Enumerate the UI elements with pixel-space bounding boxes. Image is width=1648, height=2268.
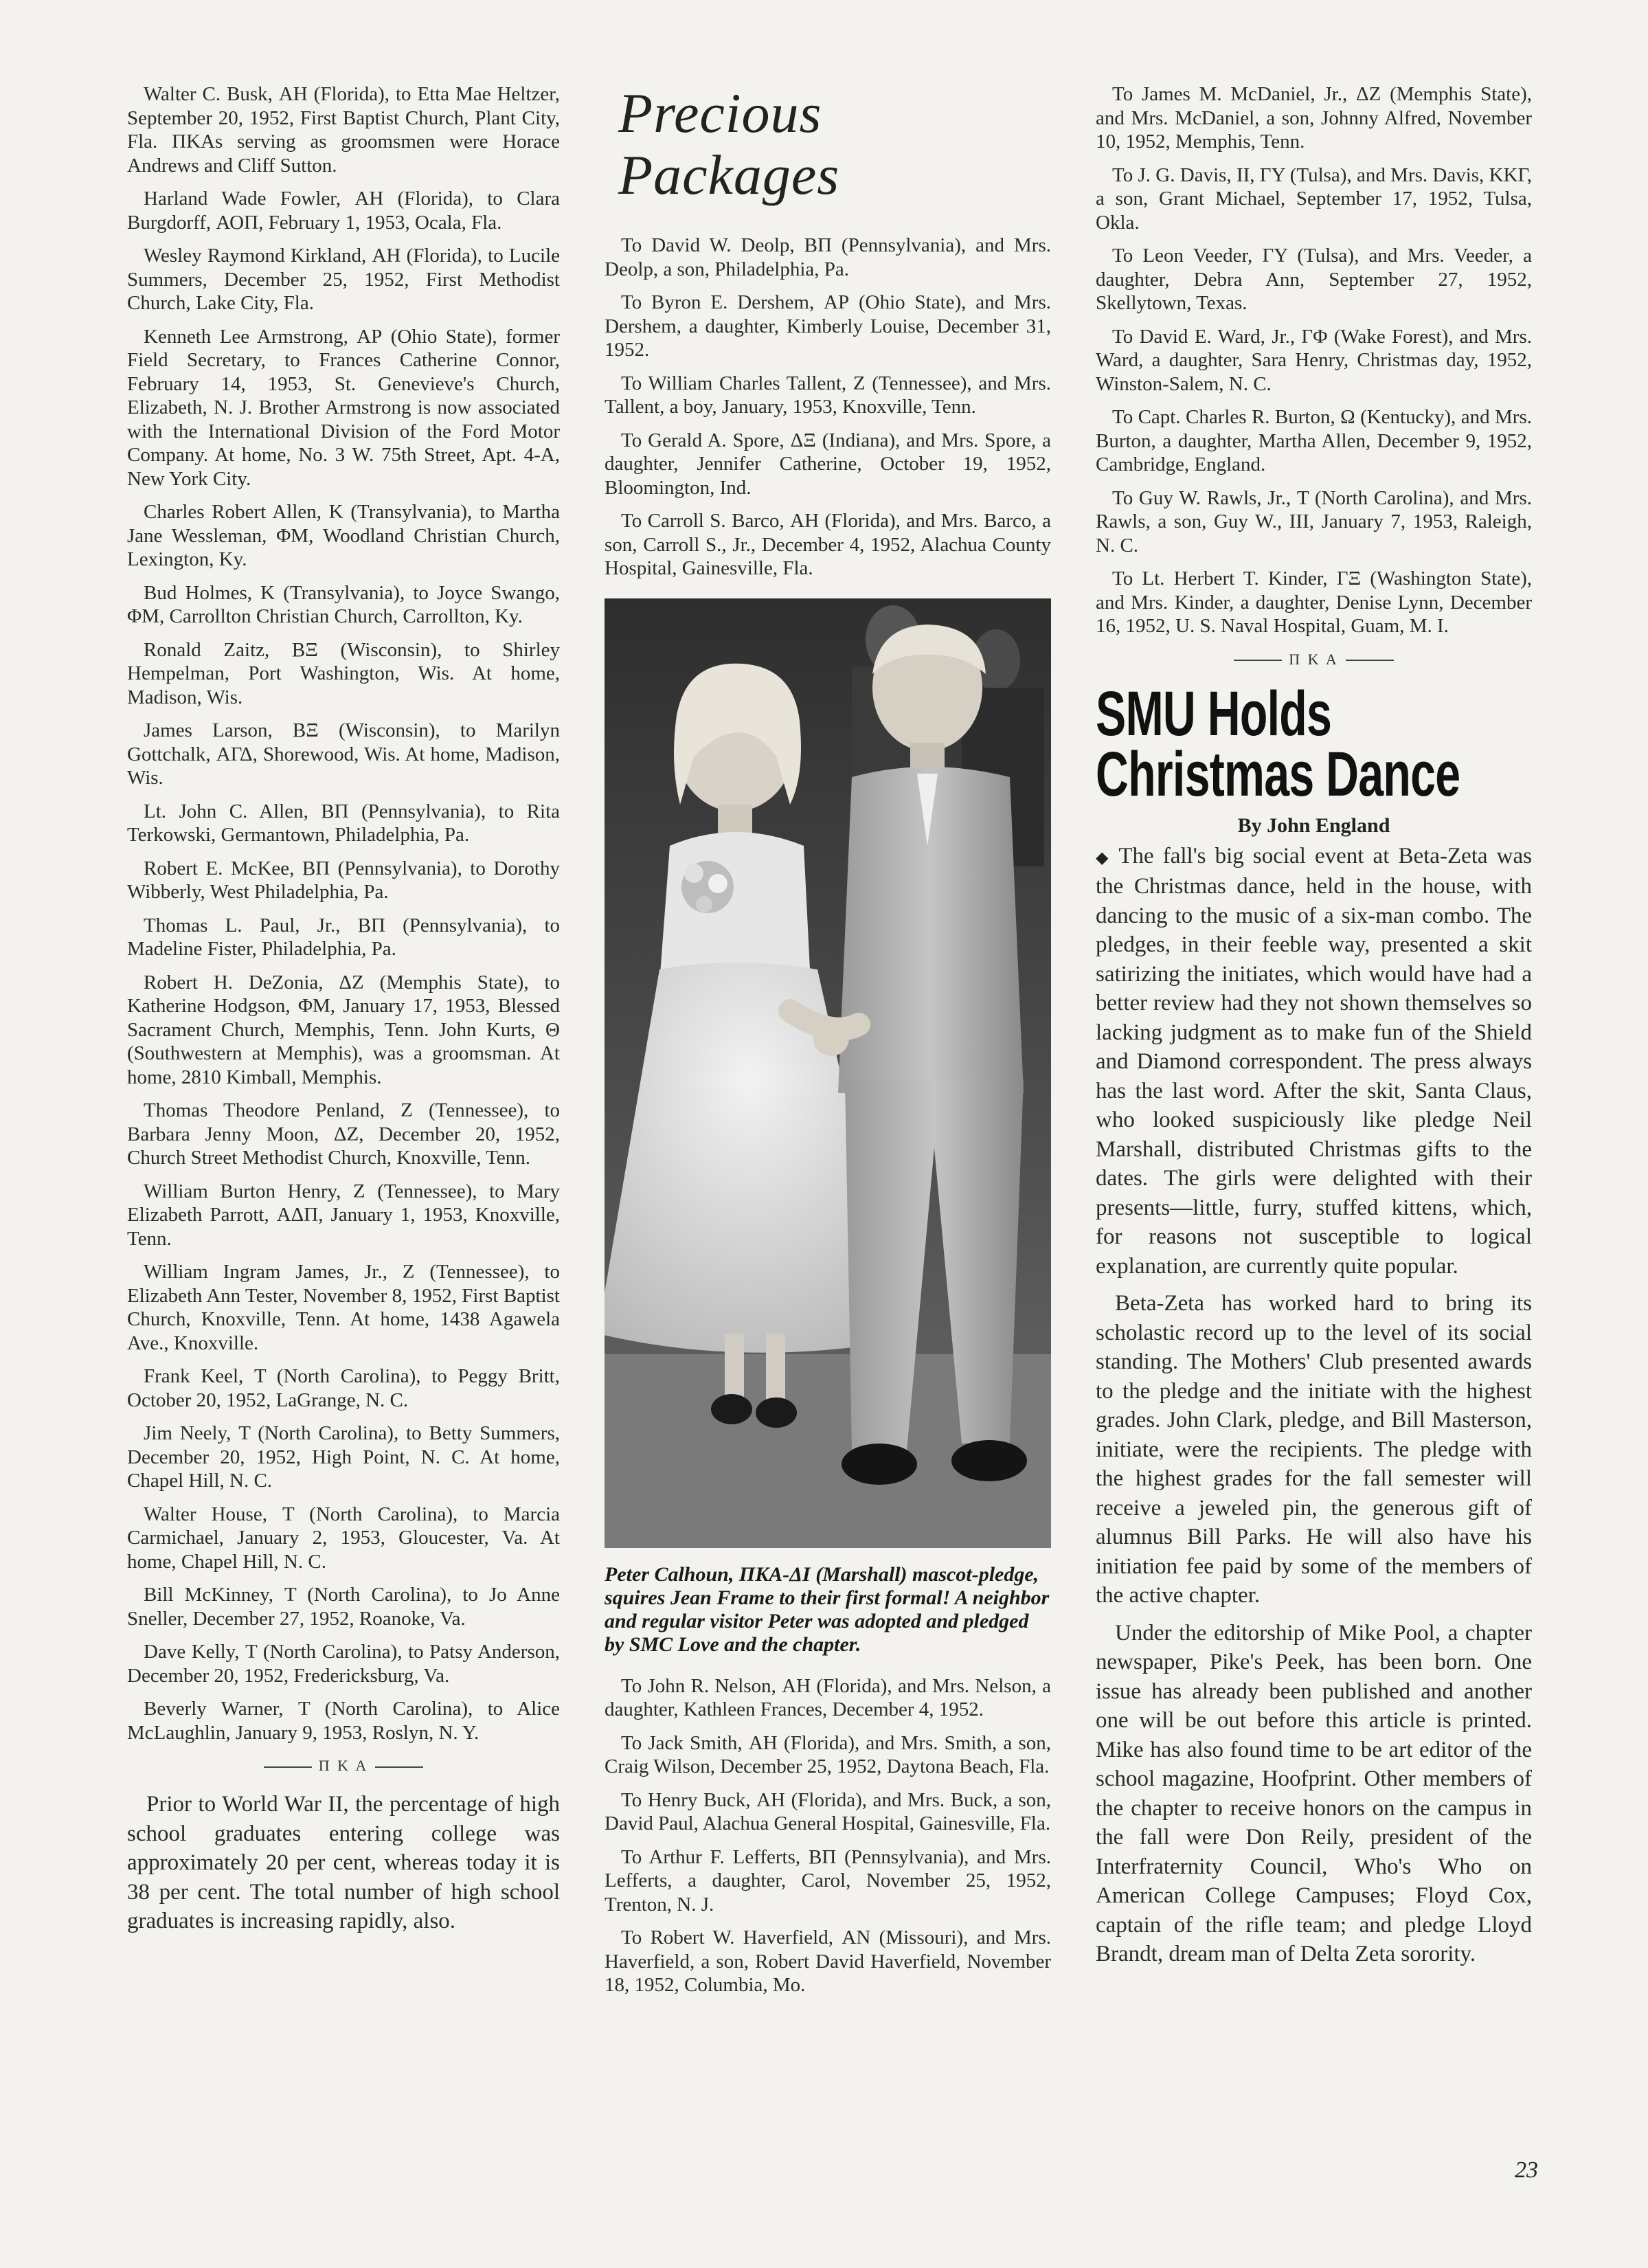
birth-announcement: To Gerald A. Spore, ΔΞ (Indiana), and Mrs. Spore, a daughter, Jennifer Catherine, October 19, 1952, Bloomington, Ind. [605,429,1051,499]
birth-announcement: To David W. Deolp, ΒΠ (Pennsylvania), and Mrs. Deolp, a son, Philadelphia, Pa. [605,234,1051,280]
birth-announcement: To Robert W. Haverfield, ΑΝ (Missouri), and Mrs. Haverfield, a son, Robert David Haverfield, November 18, 1952, Columbia, Mo. [605,1927,1051,1996]
weddings-list [127,82,560,1744]
birth-announcement: To Guy W. Rawls, Jr., Τ (North Carolina), and Mrs. Rawls, a son, Guy W., III, January 7, 1953, Raleigh, N. C. [1096,486,1532,557]
wedding-announcement: Robert E. McKee, ΒΠ (Pennsylvania), to Dorothy Wibberly, West Philadelphia, Pa. [127,857,560,903]
birth-announcement: To William Charles Tallent, Ζ (Tennessee), and Mrs. Tallent, a boy, January, 1953, Knoxville, Tenn. [605,372,1051,418]
births-list-top [605,234,1051,581]
births-list-bottom [605,1674,1051,1997]
wedding-announcement: William Ingram James, Jr., Ζ (Tennessee), to Elizabeth Ann Tester, November 8, 1952, First Baptist Church, Knoxville, Tenn. At home, 1438 Agawela Ave., Knoxville. [127,1261,560,1354]
section-divider-2: Π Κ Α [1096,651,1532,669]
wedding-announcement: Lt. John C. Allen, ΒΠ (Pennsylvania), to Rita Terkowski, Germantown, Philadelphia, Pa. [127,800,560,846]
photo-caption: Peter Calhoun, ΠΚΑ-ΔΙ (Marshall) mascot-pledge, squires Jean Frame to their first formal! A neighbor and regular visitor Peter was adopted and pledged by SMC Love and the chapter. [605,1562,1050,1656]
weddings-column [127,82,560,1944]
birth-announcement: To Jack Smith, ΑΗ (Florida), and Mrs. Smith, a son, Craig Wilson, December 25, 1952, Daytona Beach, Fla. [605,1731,1051,1777]
wedding-announcement: Bud Holmes, Κ (Transylvania), to Joyce Swango, ΦΜ, Carrollton Christian Church, Carrollton, Ky. [127,581,560,627]
births-list-continued [1096,82,1532,638]
wedding-announcement: Jim Neely, Τ (North Carolina), to Betty Summers, December 20, 1952, High Point, N. C. At home, Chapel Hill, N. C. [127,1422,560,1492]
wedding-announcement: Charles Robert Allen, Κ (Transylvania), to Martha Jane Wessleman, ΦΜ, Woodland Christian Church, Lexington, Ky. [127,501,560,570]
dance-photo [605,598,1051,1548]
wedding-announcement: Beverly Warner, Τ (North Carolina), to Alice McLaughlin, January 9, 1953, Roslyn, N. Y. [127,1698,560,1744]
wedding-announcement: Frank Keel, Τ (North Carolina), to Peggy Britt, October 20, 1952, LaGrange, N. C. [127,1365,560,1411]
birth-announcement: To David E. Ward, Jr., ΓΦ (Wake Forest), and Mrs. Ward, a daughter, Sara Henry, Christmas day, 1952, Winston-Salem, N. C. [1096,325,1532,395]
birth-announcement: To J. G. Davis, II, ΓΥ (Tulsa), and Mrs. Davis, ΚΚΓ, a son, Grant Michael, September 17, 1952, Tulsa, Okla. [1096,164,1532,234]
article-paragraph-1: ◆ The fall's big social event at Beta-Zeta was the Christmas dance, held in the house, with dancing to the music of a six-man combo. The pledges, in their feeble way, presented a skit satirizing the initiates, which would have had a better review had they not shown themselves so lacking judgment as to make fun of the Shield and Diamond correspondent. The press always has the last word. After the skit, Santa Claus, who looked suspiciously like pledge Neil Marshall, distributed Christmas gifts to the dates. The girls were delighted with their presents—little, furry, stuffed kittens, which, for reasons not susceptible to logical explanation, are currently quite popular. [1096,843,1532,1279]
section-divider: Π Κ Α [127,1757,560,1775]
wedding-announcement: Robert H. DeZonia, ΔΖ (Memphis State), to Katherine Hodgson, ΦΜ, January 17, 1953, Blessed Sacrament Church, Memphis, Tenn. John Kurts, Θ (Southwestern at Memphis), was a groomsman. At home, 2810 Kimball, Memphis. [127,971,560,1088]
wedding-announcement: Kenneth Lee Armstrong, ΑΡ (Ohio State), former Field Secretary, to Frances Catherine Connor, February 14, 1953, St. Genevieve's Church, Elizabeth, N. J. Brother Armstrong is now associated with the International Division of the Ford Motor Company. At home, No. 3 W. 75th Street, Apt. 4-A, New York City. [127,325,560,490]
wedding-announcement: Harland Wade Fowler, ΑΗ (Florida), to Clara Burgdorff, ΑΟΠ, February 1, 1953, Ocala, Fla. [127,188,560,234]
wedding-announcement: Ronald Zaitz, ΒΞ (Wisconsin), to Shirley Hempelman, Port Washington, Wis. At home, Madison, Wis. [127,638,560,708]
article-paragraph-3: Under the editorship of Mike Pool, a chapter newspaper, Pike's Peek, has been born. One issue has already been published and another one will be out before this article is printed. Mike has also found time to be art editor of the school magazine, Hoofprint. Other members of the chapter to receive honors on the campus in the fall were Don Reily, president of the Interfraternity Council, Who's Who on American College Campuses; Floyd Cox, captain of the rifle team; and pledge Lloyd Brandt, dream man of Delta Zeta sorority. [1096,1620,1532,1966]
wedding-announcement: Walter House, Τ (North Carolina), to Marcia Carmichael, January 2, 1953, Gloucester, Va. At home, Chapel Hill, N. C. [127,1503,560,1573]
article-byline: By John England [1237,813,1390,837]
birth-announcement: To James M. McDaniel, Jr., ΔΖ (Memphis State), and Mrs. McDaniel, a son, Johnny Alfred, November 10, 1952, Memphis, Tenn. [1096,83,1532,153]
births-column [605,82,1051,2007]
birth-announcement: To Carroll S. Barco, ΑΗ (Florida), and Mrs. Barco, a son, Carroll S., Jr., December 4, 1952, Alachua County Hospital, Gainesville, Fla. [605,510,1051,579]
article-paragraph-2: Beta-Zeta has worked hard to bring its scholastic record up to the level of its social standing. The Mothers' Club presented awards to the pledge and the initiate with the highest grades. John Clark, pledge, and Bill Masterson, initiate, were the recipients. The pledge with the highest grades for the fall semester will receive a jeweled pin, the generous gift of alumnus Bill Parks. He will also have his initiation fee paid by some of the members of the active chapter. [1096,1291,1532,1608]
birth-announcement: To Arthur F. Lefferts, ΒΠ (Pennsylvania), and Mrs. Lefferts, a daughter, Carol, November 25, 1952, Trenton, N. J. [605,1845,1051,1916]
college-enrollment-note: Prior to World War II, the percentage of high school graduates entering college was approximately 20 per cent, whereas today it is 38 per cent. The total number of high school graduates is increasing rapidly, also. [127,1792,560,1933]
wedding-announcement: Walter C. Busk, ΑΗ (Florida), to Etta Mae Heltzer, September 20, 1952, First Baptist Church, Plant City, Fla. ΠΚΑs serving as groomsmen were Horace Andrews and Cliff Sutton. [127,83,560,177]
wedding-announcement: Wesley Raymond Kirkland, ΑΗ (Florida), to Lucile Summers, December 25, 1952, First Methodist Church, Lake City, Fla. [127,245,560,314]
birth-announcement: To Leon Veeder, ΓΥ (Tulsa), and Mrs. Veeder, a daughter, Debra Ann, September 27, 1952, Skellytown, Texas. [1096,245,1532,314]
page-number: 23 [1515,2157,1538,2183]
wedding-announcement: Dave Kelly, Τ (North Carolina), to Patsy Anderson, December 20, 1952, Fredericksburg, Va. [127,1641,560,1687]
wedding-announcement: Bill McKinney, Τ (North Carolina), to Jo Anne Sneller, December 27, 1952, Roanoke, Va. [127,1584,560,1630]
diamond-icon: ◆ [1096,847,1112,867]
birth-announcement: To Lt. Herbert T. Kinder, ΓΞ (Washington State), and Mrs. Kinder, a daughter, Denise Lynn, December 16, 1952, U. S. Naval Hospital, Guam, M. I. [1096,568,1532,637]
wedding-announcement: James Larson, ΒΞ (Wisconsin), to Marilyn Gottchalk, ΑΓΔ, Shorewood, Wis. At home, Madison, Wis. [127,719,560,789]
birth-announcement: To Byron E. Dershem, ΑΡ (Ohio State), and Mrs. Dershem, a daughter, Kimberly Louise, December 31, 1952. [605,291,1051,361]
birth-announcement: To John R. Nelson, ΑΗ (Florida), and Mrs. Nelson, a daughter, Kathleen Frances, December 4, 1952. [605,1674,1051,1720]
wedding-announcement: Thomas L. Paul, Jr., ΒΠ (Pennsylvania), to Madeline Fister, Philadelphia, Pa. [127,914,560,960]
article-title: SMU Holds Christmas Dance [1096,678,1460,809]
article-column [1096,82,1532,1977]
wedding-announcement: Thomas Theodore Penland, Ζ (Tennessee), to Barbara Jenny Moon, ΔΖ, December 20, 1952, Church Street Methodist Church, Knoxville, Tenn. [127,1099,560,1169]
birth-announcement: To Capt. Charles R. Burton, Ω (Kentucky), and Mrs. Burton, a daughter, Martha Allen, December 9, 1952, Cambridge, England. [1096,406,1532,475]
wedding-announcement: William Burton Henry, Ζ (Tennessee), to Mary Elizabeth Parrott, ΑΔΠ, January 1, 1953, Knoxville, Tenn. [127,1180,560,1250]
precious-packages-heading: Precious Packages [618,82,840,206]
birth-announcement: To Henry Buck, ΑΗ (Florida), and Mrs. Buck, a son, David Paul, Alachua General Hospital, Gainesville, Fla. [605,1788,1051,1834]
